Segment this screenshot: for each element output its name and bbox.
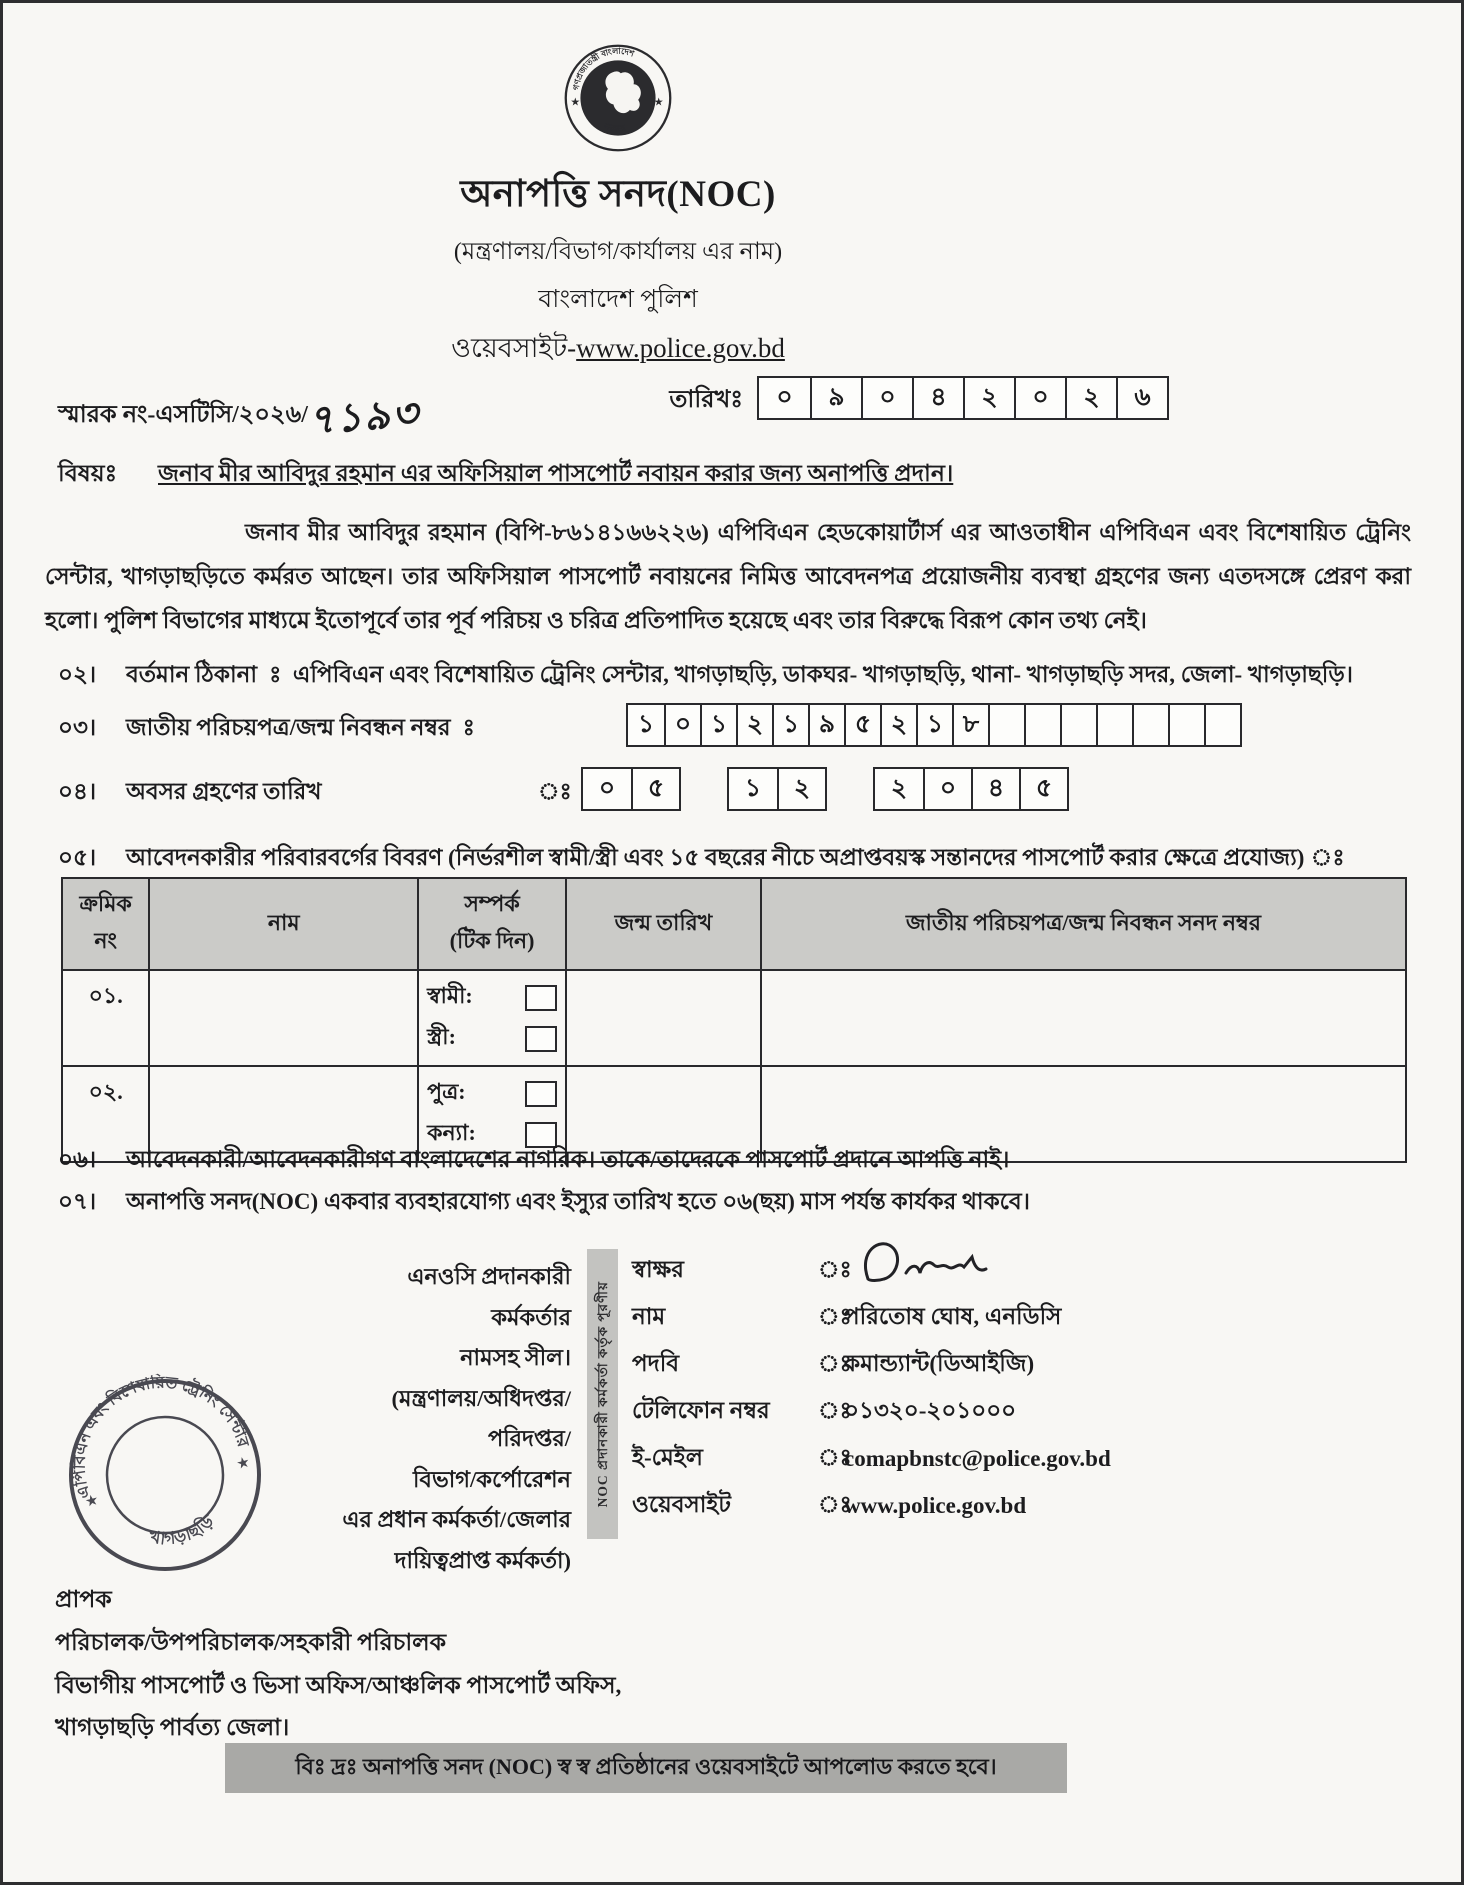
item-number: ০৩। xyxy=(58,715,97,740)
seal-bottom-text: খাগড়াছড়ি xyxy=(148,1511,218,1549)
header-name: নাম xyxy=(149,878,418,970)
telephone-field xyxy=(632,1388,1416,1435)
item-02-label: বর্তমান ঠিকানা xyxy=(126,662,258,687)
item-06-citizenship-statement xyxy=(58,1141,1416,1180)
signature-field xyxy=(632,1247,1416,1294)
emblem-ring-text-bottom: সরকার xyxy=(603,121,627,134)
row-name-cell xyxy=(149,970,418,1066)
item-04-retirement-date xyxy=(58,773,1416,812)
officer-website: www.police.gov.bd xyxy=(844,1492,1027,1518)
document-header xyxy=(3,43,1233,373)
field-label-website: ওয়েবসাইট xyxy=(632,1492,731,1517)
table-header-row xyxy=(62,878,1406,970)
row-nid-cell xyxy=(761,970,1406,1066)
item-04-separator: ঃ xyxy=(538,779,572,804)
field-separator: ঃ xyxy=(818,1257,852,1282)
item-04-label: অবসর গ্রহণের তারিখ xyxy=(126,779,322,804)
row-relation-cell xyxy=(418,970,566,1066)
date-digit-box: ০ xyxy=(861,378,912,418)
row-serial: ০১. xyxy=(62,970,149,1066)
memo-number-handwritten: ৭১৯৩ xyxy=(306,390,422,443)
body-paragraph: জনাব মীর আবিদুর রহমান (বিপি-৮৬১৪১৬৬২২৬) এপিবিএন হেডকোয়ার্টার্স এর আওতাধীন এপিবিএন এবং বিশেষায়িত ট্রেনিং সেন্টার, খাগড়াছড়িতে কর্মরত আছেন। তার অফিসিয়াল পাসপোর্ট নবায়নের নিমিত্ত আবেদনপত্র প্রয়োজনীয় ব্যবস্থা গ্রহণের জন্য এতদসঙ্গে প্রেরণ করা হলো। পুলিশ বিভাগের মাধ্যমে ইতোপূর্বে তার পূর্ব পরিচয় ও চরিত্র প্রতিপাদিত হয়েছে এবং তার বিরুদ্ধে বিরূপ কোন তথ্য নেই। xyxy=(45,520,1411,634)
nid-digit-box: ৯ xyxy=(808,705,844,745)
document-title: অনাপত্তি সনদ(NOC) xyxy=(460,174,776,215)
relation-label-daughter: কন্যা: xyxy=(427,1120,476,1145)
nid-digit-box: ১ xyxy=(700,705,736,745)
family-details-table xyxy=(61,877,1407,1163)
table-row xyxy=(62,970,1406,1066)
relation-option xyxy=(427,1075,557,1112)
date-digit-box: ০ xyxy=(776,383,793,411)
date-digit-box: ২ xyxy=(963,378,1014,418)
date-digit-box: ৬ xyxy=(1116,378,1167,418)
officer-name: পরিতোষ ঘোষ, এনডিসি xyxy=(844,1304,1062,1329)
year-digit-box: ৪ xyxy=(971,769,1019,809)
header-nid: জাতীয় পরিচয়পত্র/জন্ম নিবন্ধন সনদ নম্বর xyxy=(761,878,1406,970)
header-relation-sub: (টিক দিন) xyxy=(449,928,535,953)
ministry-name-placeholder: (মন্ত্রণালয়/বিভাগ/কার্যালয় এর নাম) xyxy=(453,239,783,265)
field-label-email: ই-মেইল xyxy=(632,1445,703,1470)
nid-digit-boxes xyxy=(626,703,1242,747)
date-label: তারিখঃ xyxy=(669,387,743,413)
website-field xyxy=(632,1482,1416,1529)
government-emblem-icon xyxy=(563,43,673,153)
emblem-star-right-icon: ★ xyxy=(653,96,664,109)
item-02-current-address xyxy=(58,656,1416,695)
field-label-signature: স্বাক্ষর xyxy=(632,1257,684,1282)
nid-digit-box: ২ xyxy=(880,705,916,745)
date-digit-box: ৪ xyxy=(912,378,963,418)
year-digit-box: ৫ xyxy=(1019,769,1067,809)
recipient-label: প্রাপক xyxy=(55,1587,112,1613)
memo-number-label: স্মারক নং-এসটিসি/২০২৬/ xyxy=(58,402,308,428)
field-separator: ঃ xyxy=(818,1304,852,1329)
website-url: www.police.gov.bd xyxy=(576,333,785,363)
relation-option xyxy=(427,1020,557,1057)
son-checkbox xyxy=(525,1081,557,1107)
nid-digit-box: ১ xyxy=(637,710,655,738)
item-06-text: আবেদনকারী/আবেদনকারীগণ বাংলাদেশের নাগরিক। তাকে/তাদেরকে পাসপোর্ট প্রদানে আপত্তি নাই। xyxy=(126,1147,1010,1172)
day-digit-box: ০ xyxy=(598,774,616,802)
husband-checkbox xyxy=(525,985,557,1011)
year-digit-box: ০ xyxy=(923,769,971,809)
signature-section xyxy=(333,1243,1416,1581)
item-number: ০২। xyxy=(58,662,97,687)
svg-text:এপিবিএন এবং বিশেষায়িত ট্রেনিং xyxy=(48,1354,257,1502)
website-label: ওয়েবসাইট- xyxy=(451,333,577,363)
issuing-officer-note-line: এর প্রধান কর্মকর্তা/জেলার xyxy=(342,1507,571,1532)
field-separator: ঃ xyxy=(818,1445,852,1470)
handwritten-signature-icon xyxy=(854,1233,1024,1297)
date-digit-boxes xyxy=(757,376,1169,420)
nid-digit-box xyxy=(1096,705,1132,745)
field-label-telephone: টেলিফোন নম্বর xyxy=(632,1398,770,1423)
header-dob: জন্ম তারিখ xyxy=(566,878,761,970)
issuing-officer-note xyxy=(333,1243,571,1581)
item-03-nid-number xyxy=(58,709,1416,748)
subject-label: বিষয়ঃ xyxy=(58,461,118,487)
item-07-text: অনাপত্তি সনদ(NOC) একবার ব্যবহারযোগ্য এবং ইস্যুর তারিখ হতে ০৬(ছয়) মাস পর্যন্ত কার্যকর থাকবে। xyxy=(126,1189,1030,1214)
retirement-year-boxes xyxy=(873,767,1069,811)
item-05-family-details-heading xyxy=(58,839,1416,878)
nid-digit-box xyxy=(1060,705,1096,745)
nid-digit-box xyxy=(1024,705,1060,745)
header-relation xyxy=(418,878,566,970)
item-07-validity-statement xyxy=(58,1183,1416,1222)
issuing-officer-note-line: দায়িত্বপ্রাপ্ত কর্মকর্তা) xyxy=(394,1547,571,1573)
subject-line xyxy=(58,455,1421,494)
seal-ring-text: এপিবিএন এবং বিশেষায়িত ট্রেনিং সেন্টার xyxy=(71,1374,252,1501)
header-serial: ক্রমিক নং xyxy=(62,878,149,970)
relation-label-wife: স্ত্রী: xyxy=(427,1024,456,1049)
issuing-officer-note-line: এনওসি প্রদানকারী কর্মকর্তার xyxy=(407,1264,571,1330)
wife-checkbox xyxy=(525,1026,557,1052)
row-serial: ০২. xyxy=(62,1066,149,1162)
field-separator: ঃ xyxy=(818,1398,852,1423)
issuing-officer-note-line: নামসহ সীল। xyxy=(460,1345,571,1370)
emblem-star-left-icon: ★ xyxy=(570,96,581,109)
officer-detail-fields xyxy=(632,1243,1416,1581)
retirement-month-boxes xyxy=(727,767,827,811)
field-separator: ঃ xyxy=(818,1351,852,1376)
nid-digit-box: ১ xyxy=(916,705,952,745)
officer-designation: কমান্ড্যান্ট(ডিআইজি) xyxy=(844,1351,1035,1376)
emblem-ring-text-top: গণপ্রজাতন্ত্রী বাংলাদেশ xyxy=(571,46,636,91)
relation-label-son: পুত্র: xyxy=(427,1079,466,1104)
nid-digit-box: ৫ xyxy=(844,705,880,745)
website-line xyxy=(3,328,1233,373)
footer-note-text: বিঃ দ্রঃ অনাপত্তি সনদ (NOC) স্ব স্ব প্রতিষ্ঠানের ওয়েবসাইটে আপলোড করতে হবে। xyxy=(295,1753,997,1779)
issuing-officer-note-line: (মন্ত্রণালয়/অধিদপ্তর/পরিদপ্তর/ xyxy=(391,1385,571,1451)
item-05-label: আবেদনকারীর পরিবারবর্গের বিবরণ (নির্ভরশীল স্বামী/স্ত্রী এবং ১৫ বছরের নীচে অপ্রাপ্তবয়স্ক সন্তানদের পাসপোর্ট করার ক্ষেত্রে প্রযোজ্য) ঃ xyxy=(126,845,1345,870)
item-02-value: এপিবিএন এবং বিশেষায়িত ট্রেনিং সেন্টার, খাগড়াছড়ি, ডাকঘর- খাগড়াছড়ি, থানা- খাগড়াছড়ি সদর, জেলা- খাগড়াছড়ি। xyxy=(292,662,1354,687)
nid-digit-box xyxy=(1168,705,1204,745)
memo-date-row xyxy=(58,375,1169,452)
row-dob-cell xyxy=(566,970,761,1066)
header-relation-main: সম্পর্ক xyxy=(464,891,520,916)
recipient-line: বিভাগীয় পাসপোর্ট ও ভিসা অফিস/আঞ্চলিক পাসপোর্ট অফিস, xyxy=(55,1672,622,1699)
designation-field xyxy=(632,1341,1416,1388)
day-digit-box: ৫ xyxy=(631,769,679,809)
nid-digit-box xyxy=(988,705,1024,745)
relation-label-husband: স্বামী: xyxy=(427,983,473,1008)
recipient-lines xyxy=(55,1622,621,1750)
year-digit-box: ২ xyxy=(890,774,908,802)
field-label-designation: পদবি xyxy=(632,1351,680,1376)
seal-star-right-icon: ★ xyxy=(234,1454,252,1474)
item-03-label: জাতীয় পরিচয়পত্র/জন্ম নিবন্ধন নম্বর xyxy=(126,715,451,740)
item-number: ০৪। xyxy=(58,779,97,804)
memo-number-line xyxy=(58,375,420,452)
item-number: ০৫। xyxy=(58,845,97,870)
recipient-block xyxy=(55,1579,621,1750)
subject-text: জনাব মীর আবিদুর রহমান এর অফিসিয়াল পাসপোর্ট নবায়ন করার জন্য অনাপত্তি প্রদান। xyxy=(158,461,954,487)
nid-digit-box: ০ xyxy=(664,705,700,745)
relation-option xyxy=(427,979,557,1016)
organization-name: বাংলাদেশ পুলিশ xyxy=(538,286,698,313)
nid-digit-box: ১ xyxy=(772,705,808,745)
item-number: ০৭। xyxy=(58,1189,97,1214)
officer-email: comapbnstc@police.gov.bd xyxy=(844,1445,1111,1471)
nid-digit-box xyxy=(1204,705,1240,745)
date-digit-box: ৯ xyxy=(810,378,861,418)
nid-digit-box: ৮ xyxy=(952,705,988,745)
retirement-day-boxes xyxy=(581,767,681,811)
field-separator: ঃ xyxy=(818,1492,852,1517)
nid-digit-box: ২ xyxy=(736,705,772,745)
month-digit-box: ১ xyxy=(744,774,762,802)
month-digit-box: ২ xyxy=(777,769,825,809)
vertical-fill-strip xyxy=(587,1249,618,1539)
footer-note-bar xyxy=(225,1743,1067,1793)
recipient-line: পরিচালক/উপপরিচালক/সহকারী পরিচালক xyxy=(55,1629,447,1656)
date-field xyxy=(669,375,1169,421)
email-field xyxy=(632,1435,1416,1482)
item-number: ০৬। xyxy=(58,1147,97,1172)
date-digit-box: ২ xyxy=(1065,378,1116,418)
seal-star-left-icon: ★ xyxy=(83,1492,101,1511)
name-field xyxy=(632,1294,1416,1341)
field-label-name: নাম xyxy=(632,1304,666,1329)
retirement-date-boxes xyxy=(581,767,1069,811)
signature-value xyxy=(844,1249,1416,1293)
nid-digit-box xyxy=(1132,705,1168,745)
vertical-strip-text: NOC প্রদানকারী কর্মকর্তা কর্তৃক পূরণীয় xyxy=(595,1280,610,1508)
recipient-line: খাগড়াছড়ি পার্বত্য জেলা। xyxy=(55,1715,290,1742)
issuing-officer-note-line: বিভাগ/কর্পোরেশন xyxy=(413,1466,571,1492)
office-seal-stamp-icon xyxy=(44,1354,286,1596)
date-digit-box: ০ xyxy=(1014,378,1065,418)
officer-telephone: ০১৩২০-২০১০০০ xyxy=(844,1398,1017,1423)
